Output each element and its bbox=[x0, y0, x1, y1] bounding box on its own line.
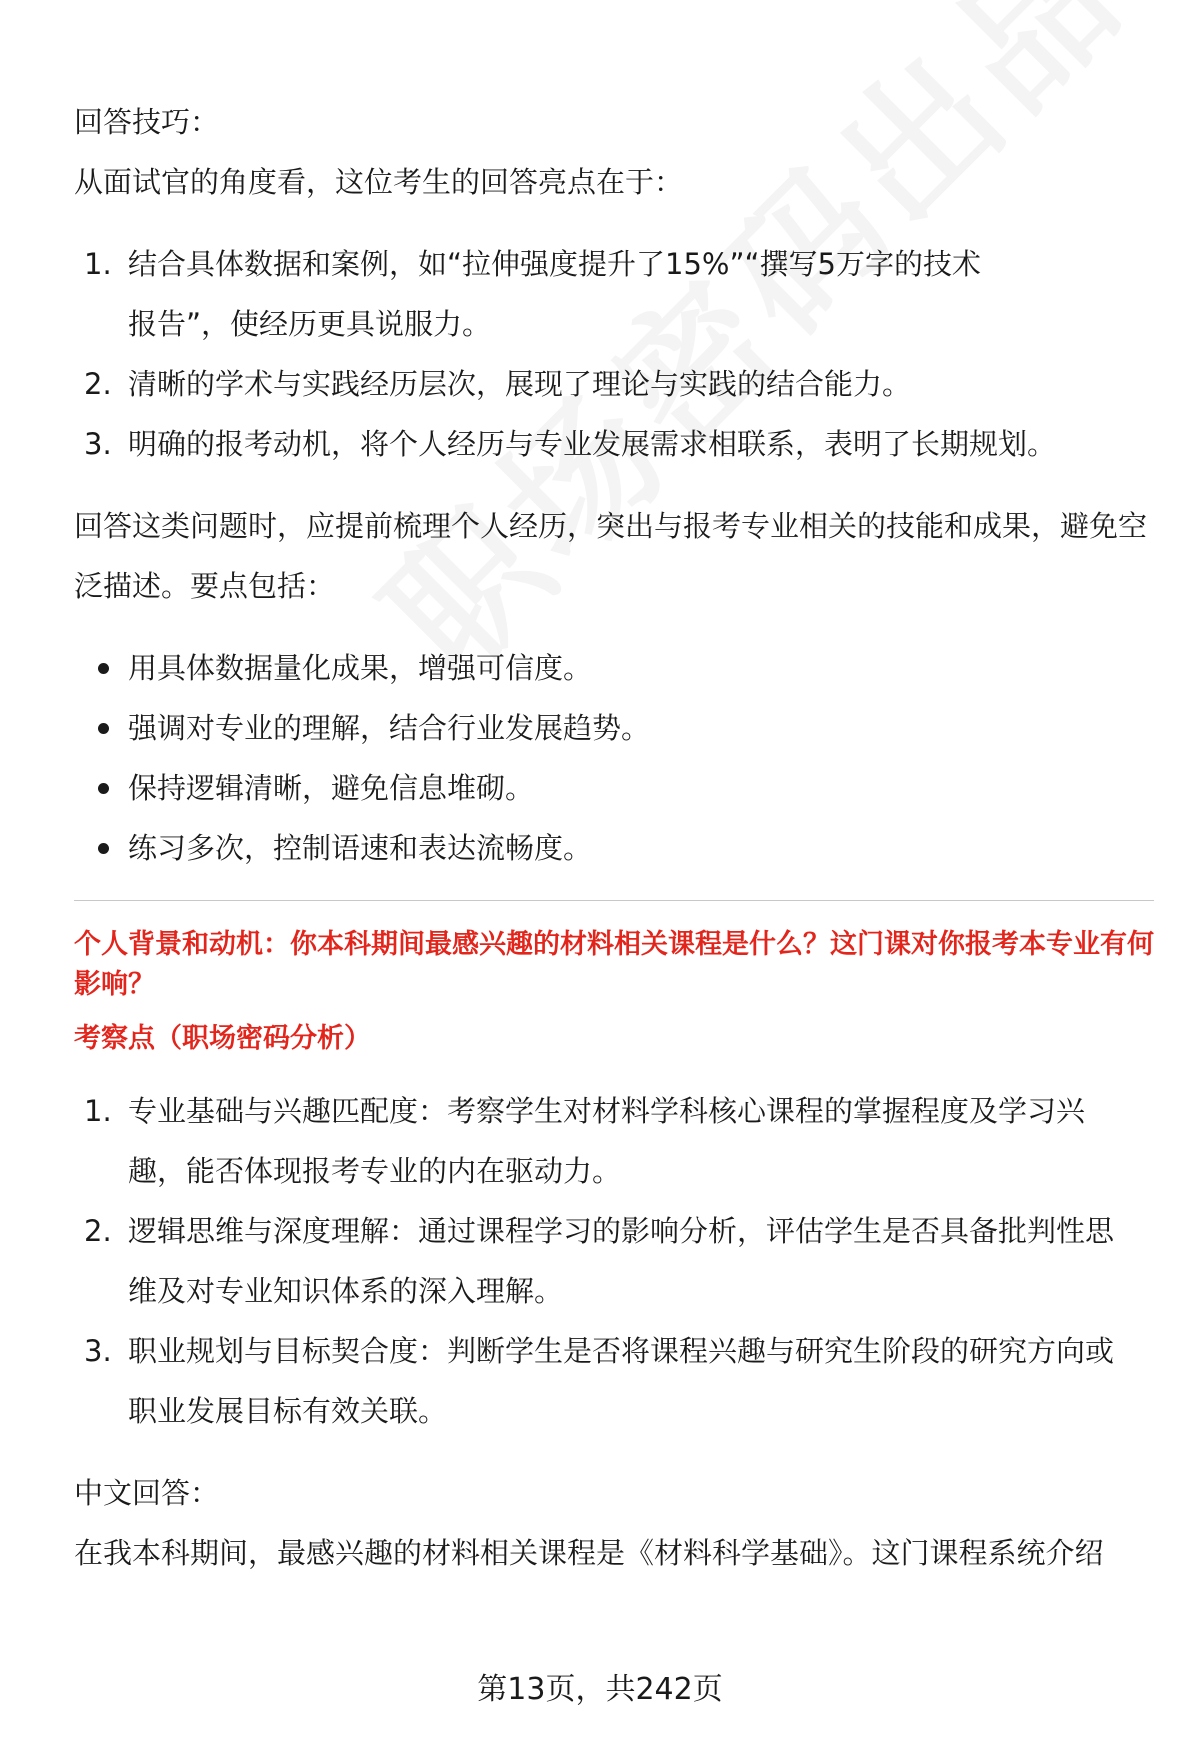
list-item bbox=[74, 1201, 1154, 1321]
list-item-text: 练习多次，控制语速和表达流畅度。 bbox=[128, 831, 593, 865]
list-item bbox=[74, 414, 1154, 474]
list-item bbox=[74, 698, 1154, 758]
advice-paragraph: 回答这类问题时，应提前梳理个人经历，突出与报考专业相关的技能和成果，避免空泛描述。要点包括： bbox=[74, 509, 1148, 603]
list-item-text: 清晰的学术与实践经历层次，展现了理论与实践的结合能力。 bbox=[128, 367, 912, 401]
page-number: 第13页，共242页 bbox=[477, 1672, 723, 1707]
list-item-text: 职业规划与目标契合度：判断学生是否将课程兴趣与研究生阶段的研究方向或职业发展目标有效关联。 bbox=[128, 1334, 1115, 1428]
bullet-icon bbox=[98, 723, 109, 734]
answer-tips-intro: 从面试官的角度看，这位考生的回答亮点在于： bbox=[74, 165, 684, 199]
list-item bbox=[74, 234, 1154, 354]
list-number: 2. bbox=[84, 367, 112, 401]
list-number: 1. bbox=[84, 1094, 112, 1128]
list-item-text: 专业基础与兴趣匹配度：考察学生对材料学科核心课程的掌握程度及学习兴趣，能否体现报考专业的内在驱动力。 bbox=[128, 1094, 1086, 1188]
list-item-text: 明确的报考动机，将个人经历与专业发展需求相联系，表明了长期规划。 bbox=[128, 427, 1057, 461]
bullet-icon bbox=[98, 783, 109, 794]
highlights-list bbox=[74, 234, 1154, 474]
list-number: 3. bbox=[84, 427, 112, 461]
list-item bbox=[74, 1081, 1154, 1201]
section-divider bbox=[74, 900, 1154, 901]
chinese-answer-text: 在我本科期间，最感兴趣的材料相关课程是《材料科学基础》。这门课程系统介绍 bbox=[74, 1536, 1104, 1570]
list-number: 1. bbox=[84, 247, 112, 281]
list-item-text: 结合具体数据和案例，如“拉伸强度提升了15%”“撰写5万字的技术报告”，使经历更具说服力。 bbox=[128, 247, 981, 341]
list-item bbox=[74, 1321, 1154, 1441]
answer-tips-heading: 回答技巧： bbox=[74, 105, 220, 139]
list-item bbox=[74, 758, 1154, 818]
list-number: 2. bbox=[84, 1214, 112, 1248]
list-item bbox=[74, 354, 1154, 414]
bullet-icon bbox=[98, 843, 109, 854]
list-item bbox=[74, 818, 1154, 878]
analysis-title: 考察点（职场密码分析） bbox=[74, 1023, 371, 1054]
analysis-points-list bbox=[74, 1081, 1154, 1441]
list-item-text: 强调对专业的理解，结合行业发展趋势。 bbox=[128, 711, 651, 745]
list-item-text: 保持逻辑清晰，避免信息堆砌。 bbox=[128, 771, 535, 805]
key-points-list bbox=[74, 638, 1154, 878]
list-item bbox=[74, 638, 1154, 698]
page-content bbox=[74, 92, 1154, 1583]
list-item-text: 用具体数据量化成果，增强可信度。 bbox=[128, 651, 593, 685]
list-item-text: 逻辑思维与深度理解：通过课程学习的影响分析，评估学生是否具备批判性思维及对专业知识体系的深入理解。 bbox=[128, 1214, 1115, 1308]
list-number: 3. bbox=[84, 1334, 112, 1368]
question-heading: 个人背景和动机：你本科期间最感兴趣的材料相关课程是什么？这门课对你报考本专业有何影响？ bbox=[74, 929, 1154, 1000]
chinese-answer-heading: 中文回答： bbox=[74, 1476, 220, 1510]
bullet-icon bbox=[98, 663, 109, 674]
